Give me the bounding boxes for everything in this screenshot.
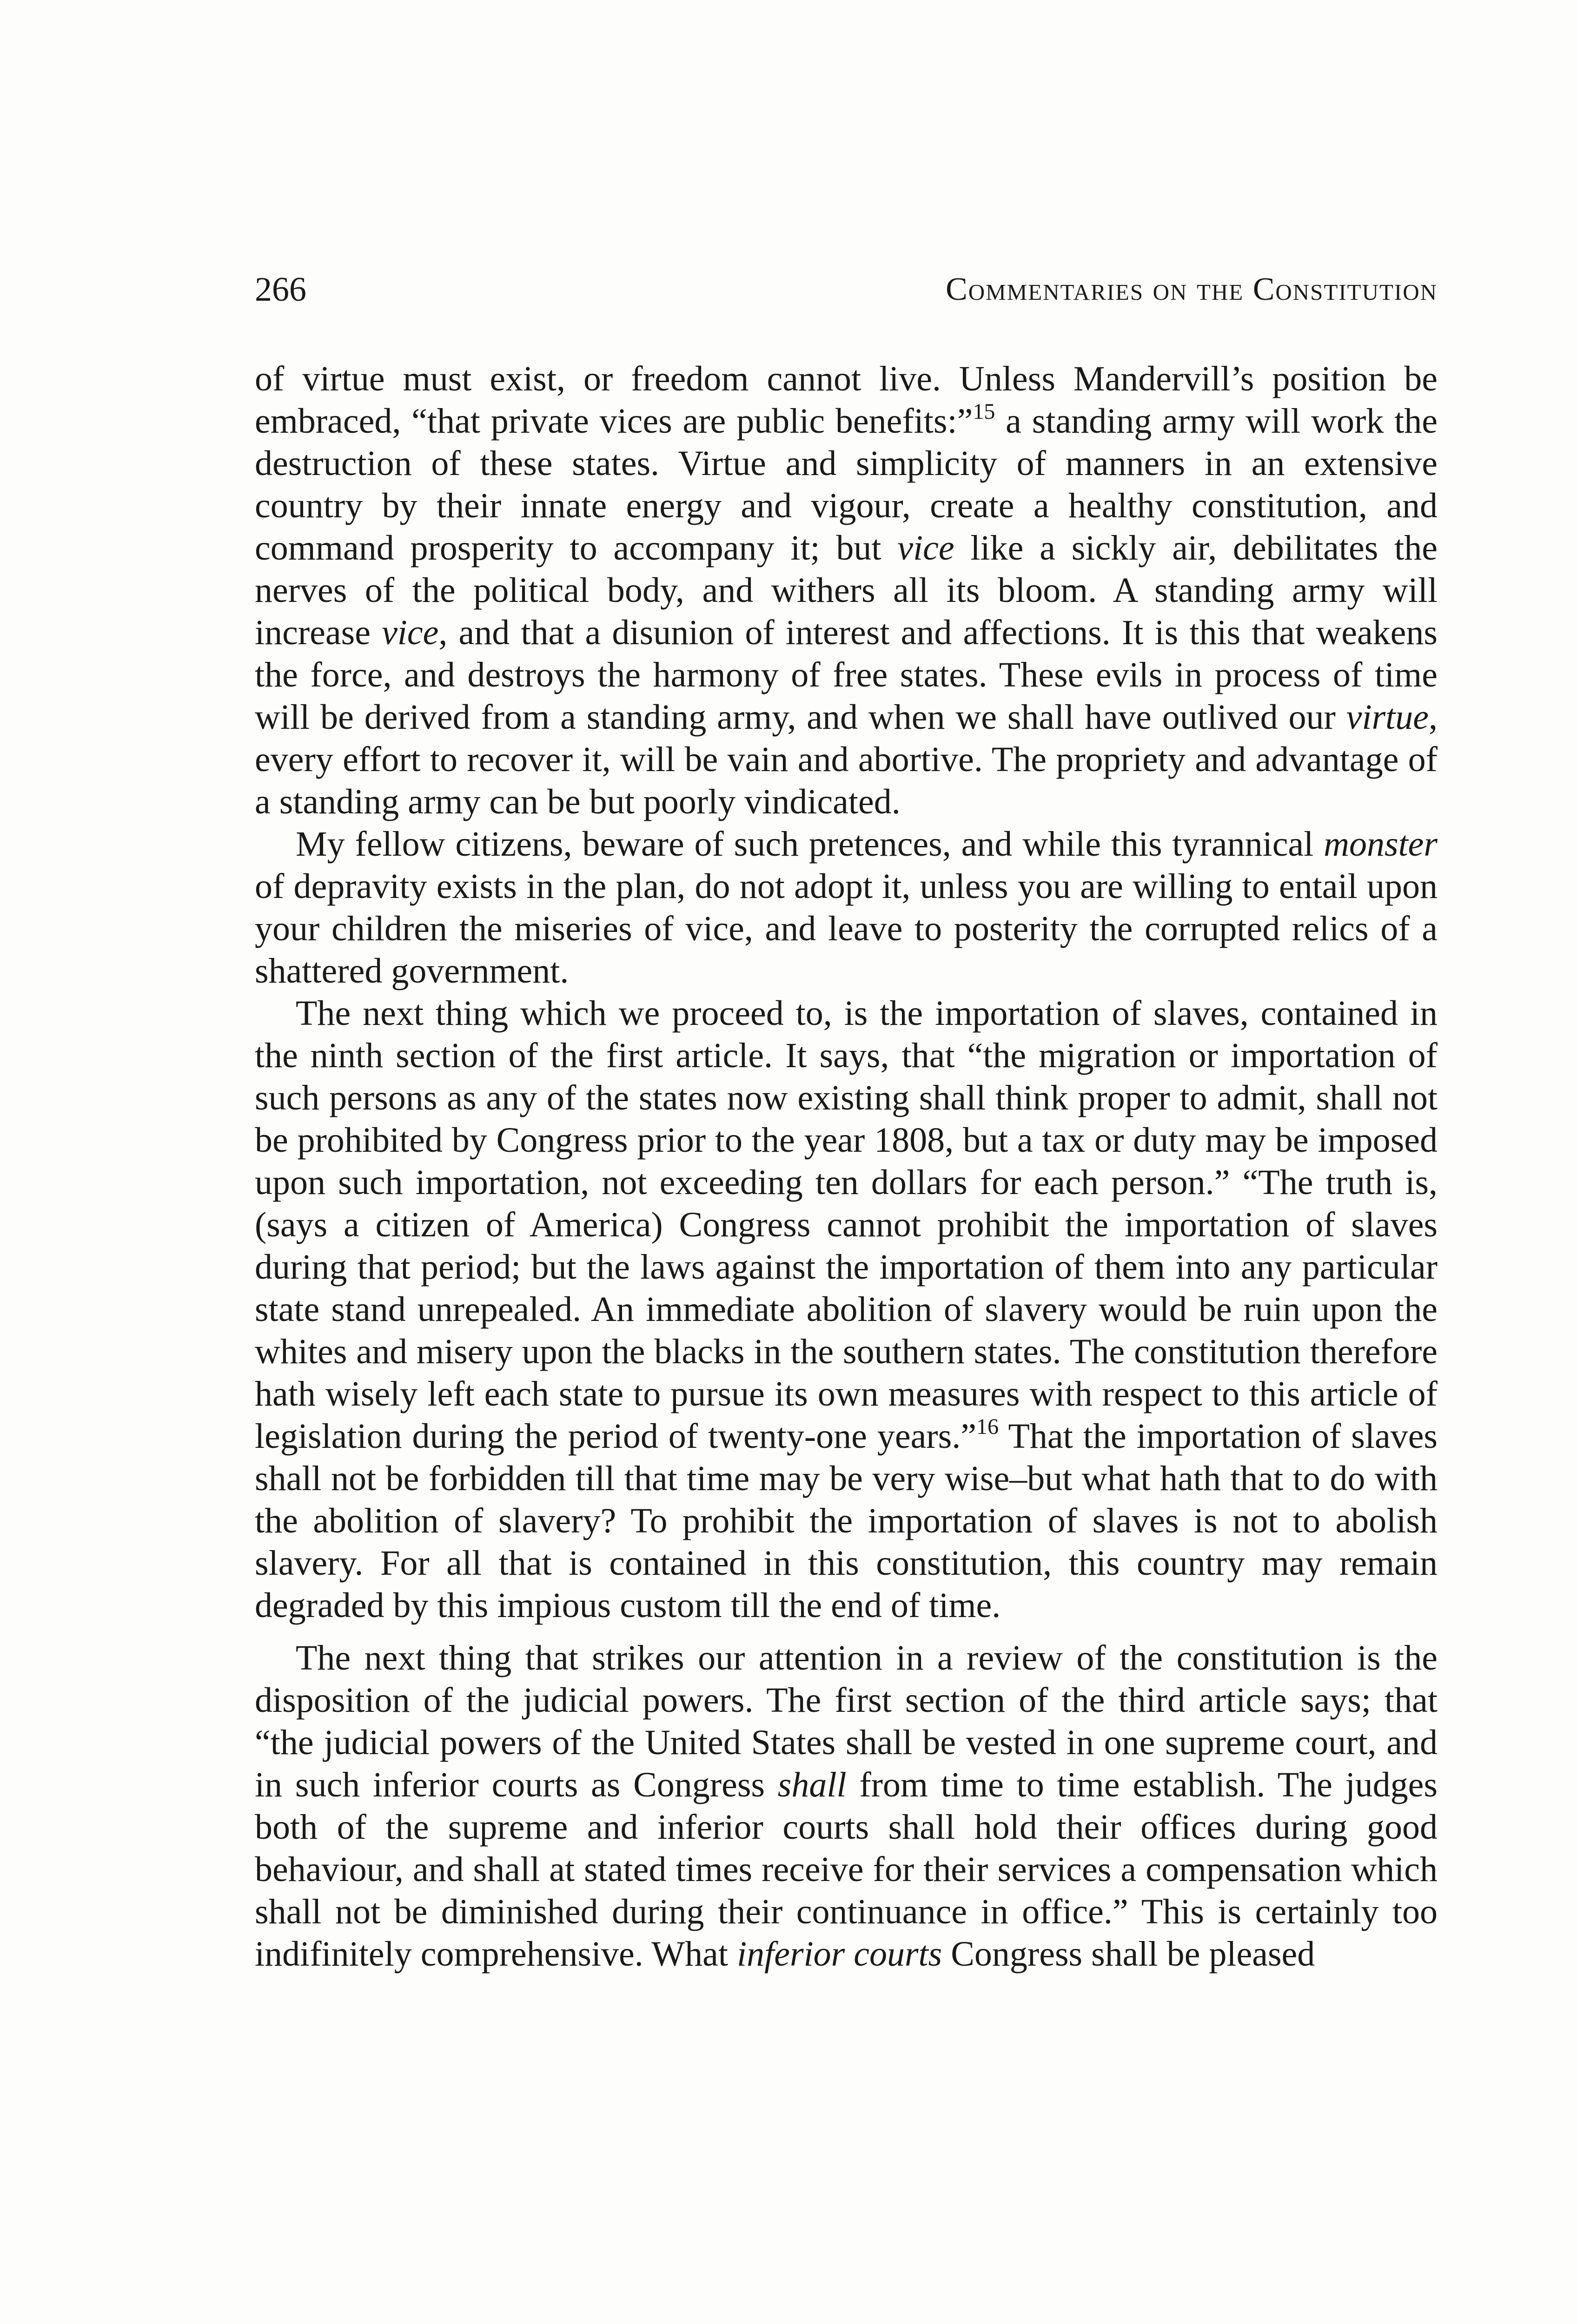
text-run: , every effort to recover it, will be vain and abortive. The propriety and advantage of a standing army can be but poorly vindicated. (255, 698, 1438, 821)
text-run: The next thing that strikes our attention in a review of the constitution is the disposition of the judicial powers. The first section of the third article says; that “the judicial powers of the United States shall be vested in one supreme court, and in such inferior courts as Congress (255, 1638, 1438, 1804)
text-run: like a sickly air, debilitates the nerves of the political body, and withers all its bloom. A standing army will increase (255, 528, 1438, 652)
text-run: of depravity exists in the plan, do not adopt it, unless you are willing to entail upon your children the miseries of vice, and leave to posterity the corrupted relics of a shattered government. (255, 867, 1438, 990)
running-head (255, 264, 1438, 315)
paragraph-importation-of-slaves (255, 992, 1438, 1627)
text-run: That the importation of slaves shall not be forbidden till that time may be very wise–but what hath that to do with the abolition of slavery? To prohibit the importation of slaves is not to abolish slavery. For all that is contained in this constitution, this country may remain degraded by this impious custom till the end of time. (255, 1417, 1438, 1625)
page-number: 266 (255, 271, 306, 309)
text-run: Congress shall be pleased (942, 1934, 1315, 1974)
paragraph-continued (255, 358, 1438, 823)
paragraph-judicial-powers (255, 1637, 1438, 1975)
running-title: Commentaries on the Constitution (946, 271, 1438, 307)
body-text (255, 358, 1438, 1975)
text-run: a standing army will work the destruction of these states. Virtue and simplicity of manners in an extensive country by their innate energy and vigour, create a healthy constitution, and command prosperity to accompany it; but (255, 402, 1438, 568)
text-run: The next thing which we proceed to, is the importation of slaves, contained in the ninth section of the first article. It says, that “the migration or importation of such persons as any of the states now existing shall think proper to admit, shall not be prohibited by Congress prior to the year 1808, but a tax or duty may be imposed upon such importation, not exceeding ten dollars for each person.” “The truth is, (says a citizen of America) Congress cannot prohibit the importation of slaves during that period; but the laws against the importation of them into any particular state stand unrepealed. An immediate abolition of slavery would be ruin upon the whites and misery upon the blacks in the southern states. The constitution therefore hath wisely left each state to pursue its own measures with respect to this article of legislation during the period of twenty-one years.” (255, 994, 1438, 1456)
italic-text: vice (382, 613, 439, 652)
italic-text: shall (777, 1765, 847, 1804)
text-run: My fellow citizens, beware of such pretences, and while this tyrannical (296, 825, 1324, 864)
italic-text: vice (897, 528, 954, 568)
text-run: from time to time establish. The judges both of the supreme and inferior courts shall hold their offices during good behaviour, and shall at stated times receive for their services a compensation which shall not be diminished during their continuance in office.” This is certainly too indifinitely comprehensive. What (255, 1765, 1438, 1974)
text-run: of virtue must exist, or freedom cannot live. Unless Mandervill’s position be embraced, “that private vices are public benefits:” (255, 359, 1438, 441)
footnote-marker: 15 (973, 399, 995, 424)
paragraph-fellow-citizens (255, 823, 1438, 992)
text-run: , and that a disunion of interest and affections. It is this that weakens the force, and destroys the harmony of free states. These evils in process of time will be derived from a standing army, and when we shall have outlived our (255, 613, 1438, 737)
italic-text: virtue (1346, 698, 1429, 737)
italic-text: monster (1324, 825, 1438, 864)
italic-text: inferior courts (736, 1934, 942, 1974)
footnote-marker: 16 (976, 1414, 999, 1439)
